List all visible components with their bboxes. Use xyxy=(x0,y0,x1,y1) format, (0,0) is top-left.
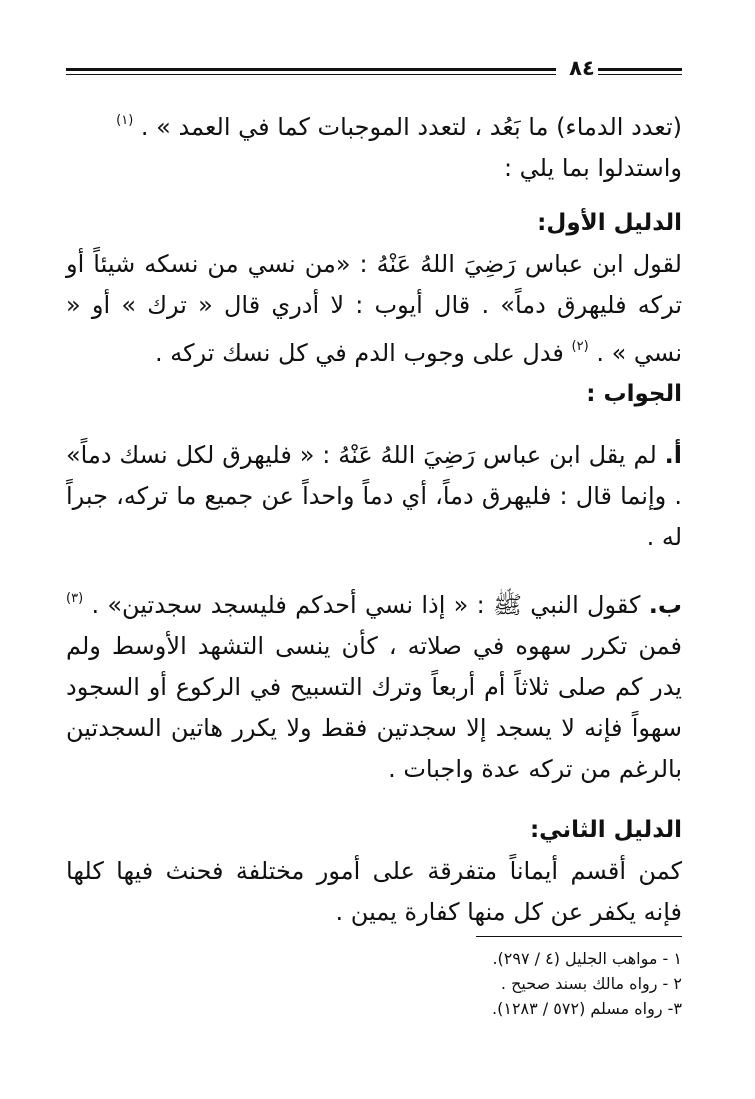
footnotes xyxy=(66,946,682,1021)
footnote-separator xyxy=(476,936,682,937)
answer-item-b: ب. كقول النبي ﷺ : « إذا نسي أحدكم فليسجد سجدتين» . $^{(٣)}$ فمن تكرر سهوه في صلاته ، كأن ينسى التشهد الأوسط ولم يدر كم صلى ثلاثاً أم أربعاً وترك التسبيح في الركوع أو السجود سهواً فإنه لا يسجد إلا سجدتين فقط ولا يكرر هاتين السجدتين بالرغم من تركه عدة واجبات . xyxy=(66,591,682,783)
paragraph-evidence-intro: واستدلوا بما يلي : xyxy=(503,154,682,182)
paragraph-first-evidence: لقول ابن عباس رَضِيَ اللهُ عَنْهُ : «من نسي من نسكه شيئاً أو تركه فليهرق دماً» . قال أيوب : لا أدري قال « ترك » أو « نسي » . $^{(٢)}$ فدل على وجوب الدم في كل نسك تركه . xyxy=(66,250,682,367)
header-rule-left xyxy=(66,68,556,75)
footnote-3: ٣- رواه مسلم (٥٧٢ / ١٢٨٣). xyxy=(492,999,682,1018)
heading-answer: الجواب : xyxy=(586,381,682,407)
page-header xyxy=(66,56,682,80)
page-number: ٨٤ xyxy=(569,56,595,80)
answer-label-b: ب. xyxy=(648,591,682,619)
answer-label-a: أ. xyxy=(664,441,682,469)
answer-item-a: أ. لم يقل ابن عباس رَضِيَ اللهُ عَنْهُ : « فليهرق لكل نسك دماً» . وإنما قال : فليهرق دماً، أي دماً واحداً عن جميع ما تركه، جبراً له . xyxy=(66,441,682,551)
footnote-1: ١ - مواهب الجليل (٤ / ٢٩٧). xyxy=(492,949,682,968)
page-body xyxy=(66,100,682,933)
header-rule-right xyxy=(598,68,682,75)
paragraph-intro: (تعدد الدماء) ما بَعُد ، لتعدد الموجبات كما في العمد » . $^{(١)}$ xyxy=(116,113,682,141)
footnote-ref-3[interactable]: (٣) xyxy=(66,591,84,606)
paragraph-second-evidence: كمن أقسم أيماناً متفرقة على أمور مختلفة فحنث فيها كلها فإنه يكفر عن كل منها كفارة يمين . xyxy=(66,857,682,926)
footnote-2: ٢ - رواه مالك بسند صحيح . xyxy=(500,974,682,993)
heading-second-evidence: الدليل الثاني: xyxy=(529,817,682,843)
heading-first-evidence: الدليل الأول: xyxy=(537,210,682,236)
footnote-ref-1[interactable]: (١) xyxy=(116,113,134,128)
footnote-ref-2[interactable]: (٢) xyxy=(571,339,589,354)
